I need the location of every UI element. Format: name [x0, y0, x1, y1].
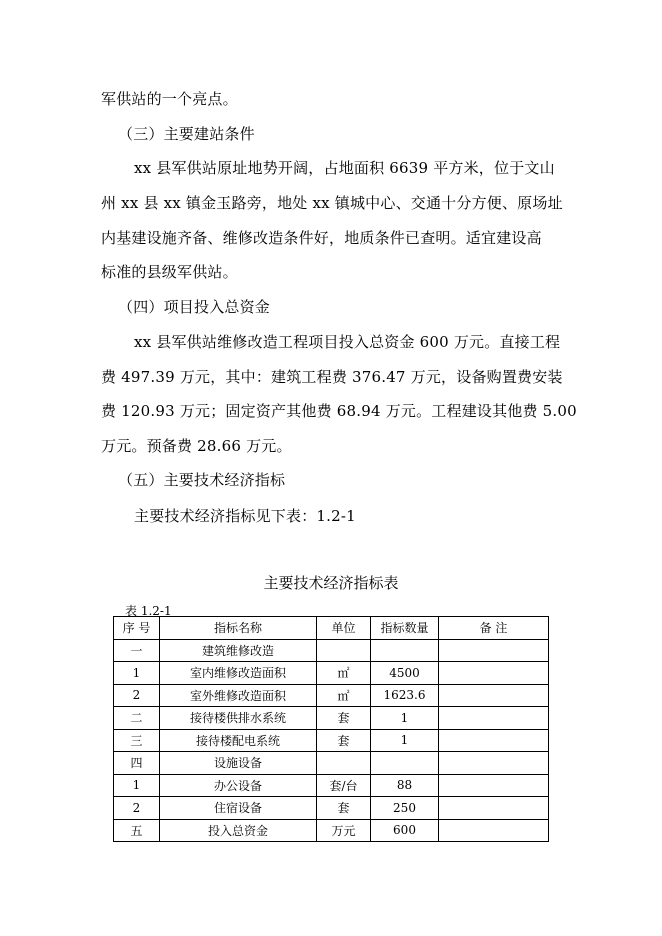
table-row	[114, 684, 549, 707]
metrics-table	[113, 616, 549, 842]
paragraph-line: 标准的县级军供站。	[101, 263, 238, 281]
cell-name: 住宿设备	[160, 797, 317, 820]
table-row	[114, 819, 549, 842]
cell-quantity	[371, 639, 439, 662]
cell-quantity: 1	[371, 707, 439, 730]
cell-quantity: 600	[371, 819, 439, 842]
table-row	[114, 639, 549, 662]
table-row	[114, 707, 549, 730]
paragraph-line: xx 县军供站维修改造工程项目投入总资金 600 万元。直接工程	[134, 333, 561, 351]
cell-unit: ㎡	[317, 662, 371, 685]
cell-unit	[317, 752, 371, 775]
table-row	[114, 662, 549, 685]
table-row	[114, 774, 549, 797]
paragraph-line: 主要技术经济指标见下表：1.2-1	[134, 507, 356, 525]
header-cell-remark: 备 注	[439, 617, 549, 640]
cell-name: 室外维修改造面积	[160, 684, 317, 707]
cell-remark	[439, 819, 549, 842]
cell-index: 二	[114, 707, 160, 730]
cell-unit: 套	[317, 707, 371, 730]
paragraph-line: 军供站的一个亮点。	[101, 90, 238, 108]
cell-unit: 套	[317, 797, 371, 820]
cell-index: 四	[114, 752, 160, 775]
cell-remark	[439, 774, 549, 797]
header-cell-name: 指标名称	[160, 617, 317, 640]
cell-remark	[439, 662, 549, 685]
cell-remark	[439, 729, 549, 752]
cell-quantity: 4500	[371, 662, 439, 685]
cell-name: 接待楼供排水系统	[160, 707, 317, 730]
cell-remark	[439, 684, 549, 707]
paragraph-line: xx 县军供站原址地势开阔，占地面积 6639 平方米，位于文山	[134, 159, 555, 177]
cell-quantity	[371, 752, 439, 775]
cell-unit: 套	[317, 729, 371, 752]
cell-index: 一	[114, 639, 160, 662]
cell-index: 1	[114, 662, 160, 685]
cell-index: 三	[114, 729, 160, 752]
cell-name: 设施设备	[160, 752, 317, 775]
header-cell-quantity: 指标数量	[371, 617, 439, 640]
cell-remark	[439, 639, 549, 662]
paragraph-line: 州 xx 县 xx 镇金玉路旁，地处 xx 镇城中心、交通十分方便、原场址	[101, 194, 563, 212]
cell-unit: 万元	[317, 819, 371, 842]
table-row	[114, 752, 549, 775]
cell-remark	[439, 707, 549, 730]
header-cell-index: 序 号	[114, 617, 160, 640]
cell-quantity: 250	[371, 797, 439, 820]
paragraph-line: 费 497.39 万元，其中：建筑工程费 376.47 万元，设备购置费安装	[101, 368, 563, 386]
table-header-row	[114, 617, 549, 640]
cell-index: 1	[114, 774, 160, 797]
cell-unit	[317, 639, 371, 662]
cell-remark	[439, 797, 549, 820]
cell-name: 建筑维修改造	[160, 639, 317, 662]
section-heading-4: （四）项目投入总资金	[118, 298, 271, 316]
cell-unit: ㎡	[317, 684, 371, 707]
cell-index: 2	[114, 797, 160, 820]
section-heading-5: （五）主要技术经济指标	[118, 471, 286, 489]
table-title: 主要技术经济指标表	[263, 574, 399, 592]
header-cell-unit: 单位	[317, 617, 371, 640]
cell-quantity: 88	[371, 774, 439, 797]
paragraph-line: 费 120.93 万元；固定资产其他费 68.94 万元。工程建设其他费 5.00	[101, 402, 577, 420]
table-row	[114, 797, 549, 820]
cell-quantity: 1623.6	[371, 684, 439, 707]
cell-index: 2	[114, 684, 160, 707]
cell-index: 五	[114, 819, 160, 842]
cell-name: 办公设备	[160, 774, 317, 797]
cell-quantity: 1	[371, 729, 439, 752]
paragraph-line: 内基建设施齐备、维修改造条件好，地质条件已查明。适宜建设高	[101, 229, 542, 247]
table-row	[114, 729, 549, 752]
cell-name: 接待楼配电系统	[160, 729, 317, 752]
cell-remark	[439, 752, 549, 775]
section-heading-3: （三）主要建站条件	[118, 125, 255, 143]
cell-name: 投入总资金	[160, 819, 317, 842]
paragraph-line: 万元。预备费 28.66 万元。	[101, 437, 292, 455]
table-label: 表 1.2-1	[125, 604, 172, 618]
cell-name: 室内维修改造面积	[160, 662, 317, 685]
cell-unit: 套/台	[317, 774, 371, 797]
